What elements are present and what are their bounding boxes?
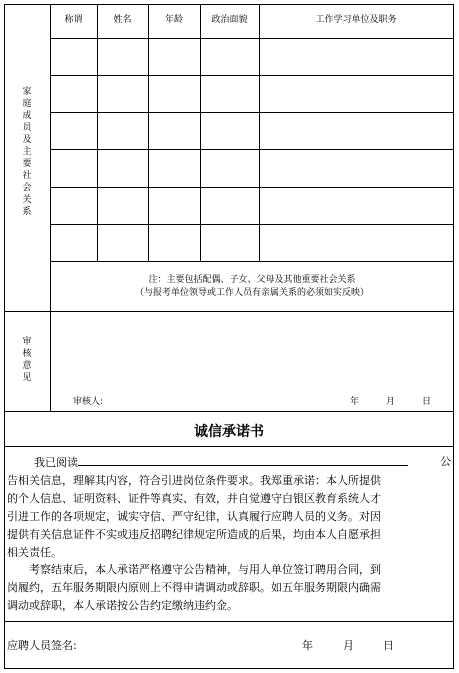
reviewer-label: 审核人: xyxy=(73,397,104,407)
pledge-p1-line6: 相关责任。 xyxy=(7,546,62,559)
applicant-signature-label: 应聘人员签名: xyxy=(7,639,77,652)
pledge-p2-line3: 调动或辞职，本人承诺按公告约定缴纳违约金。 xyxy=(7,599,238,612)
announcement-name-blank[interactable] xyxy=(78,453,408,466)
outer-border-right xyxy=(453,4,454,669)
table-row[interactable] xyxy=(51,225,453,261)
pledge-paragraph-1 xyxy=(7,453,451,562)
pledge-p2-line1: 考察结束后，本人承诺严格遵守公告精神，与用人单位签订聘用合同，到 xyxy=(29,563,381,576)
row-divider-note xyxy=(50,261,454,262)
outer-border-top xyxy=(4,4,454,5)
signature-month: 月 xyxy=(343,639,354,652)
review-section-bottom xyxy=(4,411,454,412)
header-political-status: 政治面貌 xyxy=(211,15,248,25)
pledge-p2-line2: 岗履约，五年服务期限内原则上不得申请调动或辞职。如五年服务期限内确需 xyxy=(7,581,381,594)
outer-border-left xyxy=(4,4,5,669)
review-year: 年 xyxy=(350,397,360,407)
applicant-signature-field[interactable] xyxy=(95,634,285,658)
header-workplace-position: 工作学习单位及职务 xyxy=(315,15,397,25)
header-age: 年龄 xyxy=(164,15,183,25)
header-name: 姓名 xyxy=(113,15,132,25)
review-opinion-label: 审 核 意 见 xyxy=(22,337,32,383)
review-day: 日 xyxy=(422,397,432,407)
pledge-p1-line3: 的个人信息、证明资料、证件等真实、有效，并自觉遵守白银区教育系统人才 xyxy=(7,492,381,505)
header-relation: 称谓 xyxy=(64,15,83,25)
signature-year: 年 xyxy=(302,639,313,652)
pledge-p1-line2: 告相关信息，理解其内容，符合引进岗位条件要求。我郑重承诺：本人所提供 xyxy=(7,474,381,487)
pledge-read-prefix: 我已阅读 xyxy=(34,456,78,469)
family-note-line2: （与报考单位领导或工作人员有亲属关系的必须如实反映） xyxy=(134,288,369,298)
signature-day: 日 xyxy=(383,639,394,652)
table-row[interactable] xyxy=(51,76,453,112)
pledge-p1-line5: 提供有关信息证件不实或违反招聘纪律规定所造成的后果，均由本人自愿承担 xyxy=(7,528,381,541)
pledge-body-bottom xyxy=(4,621,454,622)
review-month: 月 xyxy=(386,397,396,407)
pledge-read-suffix: 公 xyxy=(440,455,451,468)
table-row[interactable] xyxy=(51,150,453,187)
table-row[interactable] xyxy=(51,113,453,149)
outer-border-bottom xyxy=(4,668,454,669)
family-relations-label: 家 庭 成 员 及 主 要 社 会 关 系 xyxy=(22,87,32,217)
pledge-p1-line4: 引进工作的各项规定，诚实守信、严守纪律，认真履行应聘人员的义务。对因 xyxy=(7,510,381,523)
family-note-line1: 注：主要包括配偶、子女、父母及其他重要社会关系 xyxy=(148,275,356,285)
table-row[interactable] xyxy=(51,39,453,75)
pledge-title: 诚信承诺书 xyxy=(194,424,264,440)
table-row[interactable] xyxy=(51,188,453,224)
title-row-bottom xyxy=(4,446,454,447)
pledge-paragraph-2 xyxy=(7,561,451,615)
